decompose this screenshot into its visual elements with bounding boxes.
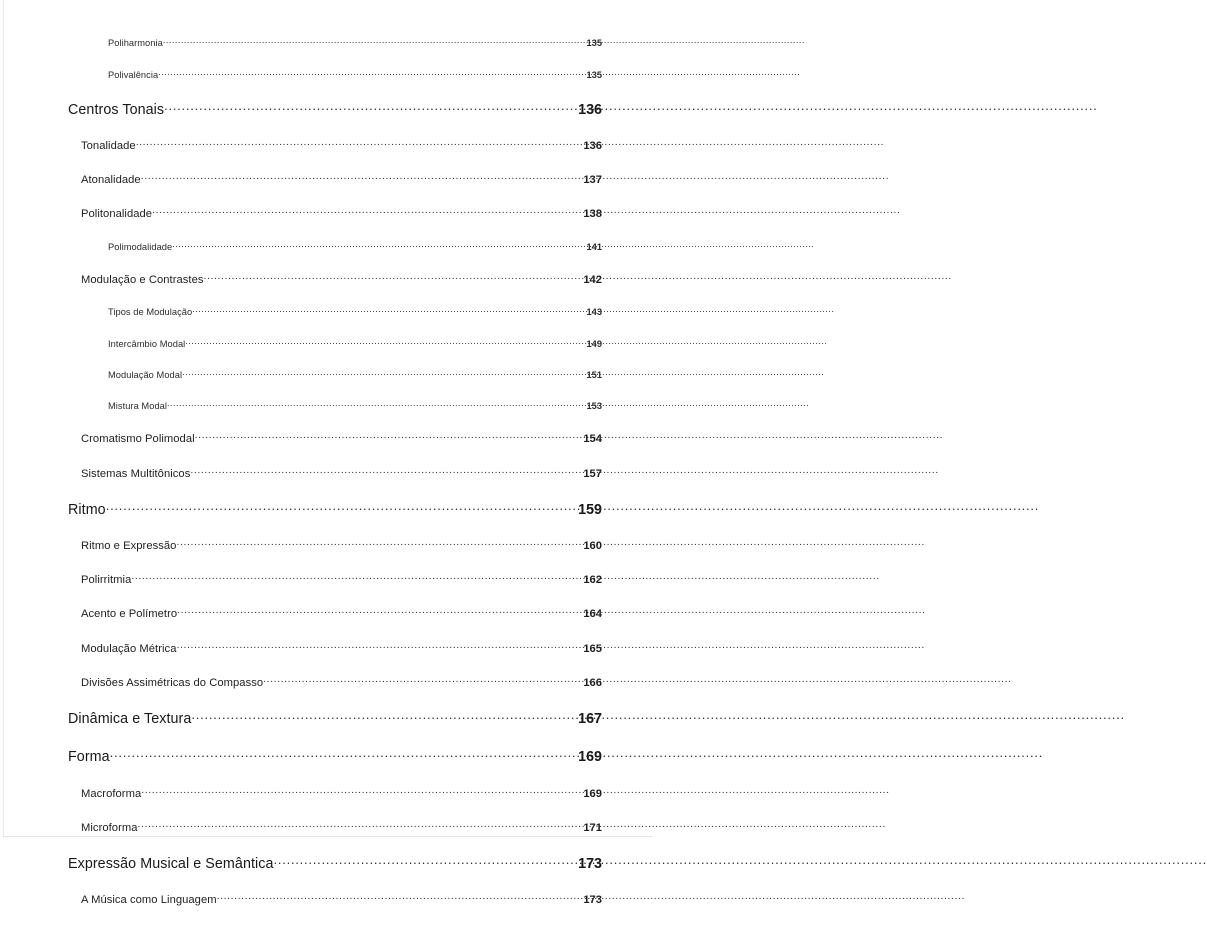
toc-dot-leader bbox=[136, 138, 583, 149]
toc-entry-page-number: 149 bbox=[586, 338, 602, 349]
toc-dot-leader bbox=[177, 606, 582, 617]
toc-dot-leader bbox=[164, 100, 577, 114]
toc-dot-leader bbox=[190, 465, 582, 476]
toc-dot-leader bbox=[158, 68, 585, 77]
toc-entry-page-number: 141 bbox=[586, 241, 602, 252]
toc-entry[interactable] bbox=[0, 785, 652, 800]
toc-entry[interactable] bbox=[0, 820, 652, 835]
toc-entry-page-number: 166 bbox=[583, 676, 602, 689]
toc-dot-leader bbox=[167, 400, 585, 409]
toc-entry[interactable] bbox=[0, 306, 652, 318]
toc-entry[interactable] bbox=[0, 747, 652, 766]
toc-entry-title: Divisões Assimétricas do Compasso bbox=[81, 676, 264, 689]
toc-entry-title: Modulação Métrica bbox=[81, 642, 177, 655]
toc-entry[interactable] bbox=[0, 206, 652, 221]
toc-entry-title: Polirritmia bbox=[81, 574, 132, 587]
toc-entry[interactable] bbox=[0, 572, 652, 587]
toc-entry-title: Modulação e Contrastes bbox=[81, 273, 204, 286]
toc-entry[interactable] bbox=[0, 675, 652, 690]
toc-entry-title: Poliharmonia bbox=[108, 38, 163, 49]
toc-dot-leader bbox=[141, 785, 582, 796]
toc-entry-page-number: 137 bbox=[583, 174, 602, 187]
toc-entry-page-number: 154 bbox=[583, 433, 602, 446]
toc-dot-leader bbox=[138, 820, 583, 831]
toc-dot-leader bbox=[176, 640, 582, 651]
toc-entry-page-number: 169 bbox=[583, 787, 602, 800]
toc-entry-title: Intercâmbio Modal bbox=[108, 338, 186, 349]
toc-entry-title: Mistura Modal bbox=[108, 401, 167, 412]
toc-entry[interactable] bbox=[0, 854, 652, 873]
toc-entry[interactable] bbox=[0, 337, 652, 349]
toc-entry-title: Cromatismo Polimodal bbox=[81, 433, 195, 446]
toc-entry-title: Sistemas Multitônicos bbox=[81, 467, 191, 480]
toc-entry-title: Macroforma bbox=[81, 787, 142, 800]
toc-dot-leader bbox=[185, 337, 585, 346]
toc-entry[interactable] bbox=[0, 465, 652, 480]
toc-entry[interactable] bbox=[0, 138, 652, 153]
toc-entry-page-number: 138 bbox=[583, 208, 602, 221]
toc-entry-title: A Música como Linguagem bbox=[81, 894, 217, 907]
toc-entry-title: Dinâmica e Textura bbox=[68, 711, 192, 728]
toc-entry[interactable] bbox=[0, 37, 652, 49]
toc-entry-page-number: 159 bbox=[578, 501, 602, 518]
toc-entry-page-number: 136 bbox=[578, 101, 602, 118]
toc-entry[interactable] bbox=[0, 431, 652, 446]
toc-dot-leader bbox=[192, 306, 585, 315]
toc-dot-leader bbox=[217, 892, 583, 903]
toc-entry-title: Polimodalidade bbox=[108, 241, 173, 252]
toc-entry-page-number: 151 bbox=[586, 369, 602, 380]
toc-entry[interactable] bbox=[0, 500, 652, 519]
toc-entry[interactable] bbox=[0, 240, 652, 252]
toc-entry-title: Ritmo bbox=[68, 501, 106, 518]
toc-entry-page-number: 143 bbox=[586, 307, 602, 318]
toc-dot-leader bbox=[152, 206, 582, 217]
toc-entry-title: Centros Tonais bbox=[68, 101, 165, 118]
toc-entry-page-number: 135 bbox=[586, 69, 602, 80]
toc-entry-title: Tonalidade bbox=[81, 140, 136, 153]
toc-entry-title: Acento e Polímetro bbox=[81, 608, 178, 621]
toc-entry-title: Politonalidade bbox=[81, 208, 153, 221]
toc-entry[interactable] bbox=[0, 172, 652, 187]
toc-dot-leader bbox=[106, 500, 577, 514]
toc-dot-leader bbox=[195, 431, 583, 442]
toc-entry-title: Forma bbox=[68, 749, 110, 766]
toc-dot-leader bbox=[182, 369, 585, 378]
toc-entry[interactable] bbox=[0, 709, 652, 728]
toc-entry[interactable] bbox=[0, 400, 652, 412]
toc-entry-title: Microforma bbox=[81, 821, 138, 834]
toc-entry-page-number: 173 bbox=[578, 856, 602, 872]
toc-entry-page-number: 173 bbox=[583, 894, 602, 907]
toc-entry-page-number: 142 bbox=[583, 273, 602, 286]
toc-entry-page-number: 153 bbox=[586, 401, 602, 412]
toc-entry[interactable] bbox=[0, 606, 652, 621]
toc-entry-title: Tipos de Modulação bbox=[108, 307, 193, 318]
toc-dot-leader bbox=[263, 675, 582, 686]
toc-entry-page-number: 171 bbox=[583, 821, 602, 834]
toc-entry[interactable] bbox=[0, 272, 652, 287]
toc-entry-page-number: 162 bbox=[583, 574, 602, 587]
toc-entry-title: Polivalência bbox=[108, 69, 159, 80]
toc-dot-leader bbox=[172, 240, 585, 249]
toc-entry-page-number: 157 bbox=[583, 467, 602, 480]
toc-entry-page-number: 167 bbox=[578, 711, 602, 728]
toc-entry-page-number: 169 bbox=[578, 749, 602, 766]
toc-dot-leader bbox=[274, 854, 578, 868]
toc-entry-page-number: 164 bbox=[583, 608, 602, 621]
toc-entry-page-number: 135 bbox=[586, 38, 602, 49]
toc-entry-title: Modulação Modal bbox=[108, 369, 183, 380]
toc-entry-page-number: 165 bbox=[583, 642, 602, 655]
toc-dot-leader bbox=[176, 538, 582, 549]
toc-entry[interactable] bbox=[0, 538, 652, 553]
toc-entry-title: Expressão Musical e Semântica bbox=[68, 856, 274, 872]
toc-dot-leader bbox=[163, 37, 586, 46]
toc-entry-page-number: 160 bbox=[583, 539, 602, 552]
toc-entry[interactable] bbox=[0, 100, 652, 119]
toc-entry[interactable] bbox=[0, 892, 652, 907]
toc-dot-leader bbox=[141, 172, 583, 183]
toc-dot-leader bbox=[204, 272, 583, 283]
toc-dot-leader bbox=[110, 747, 577, 761]
toc-entry-title: Ritmo e Expressão bbox=[81, 539, 177, 552]
toc-entry[interactable] bbox=[0, 369, 652, 381]
toc-entry[interactable] bbox=[0, 68, 652, 80]
toc-dot-leader bbox=[191, 709, 577, 723]
toc-entry-title: Atonalidade bbox=[81, 174, 141, 187]
toc-dot-leader bbox=[131, 572, 582, 583]
toc-entry[interactable] bbox=[0, 640, 652, 655]
toc-entry-page-number: 136 bbox=[583, 140, 602, 153]
